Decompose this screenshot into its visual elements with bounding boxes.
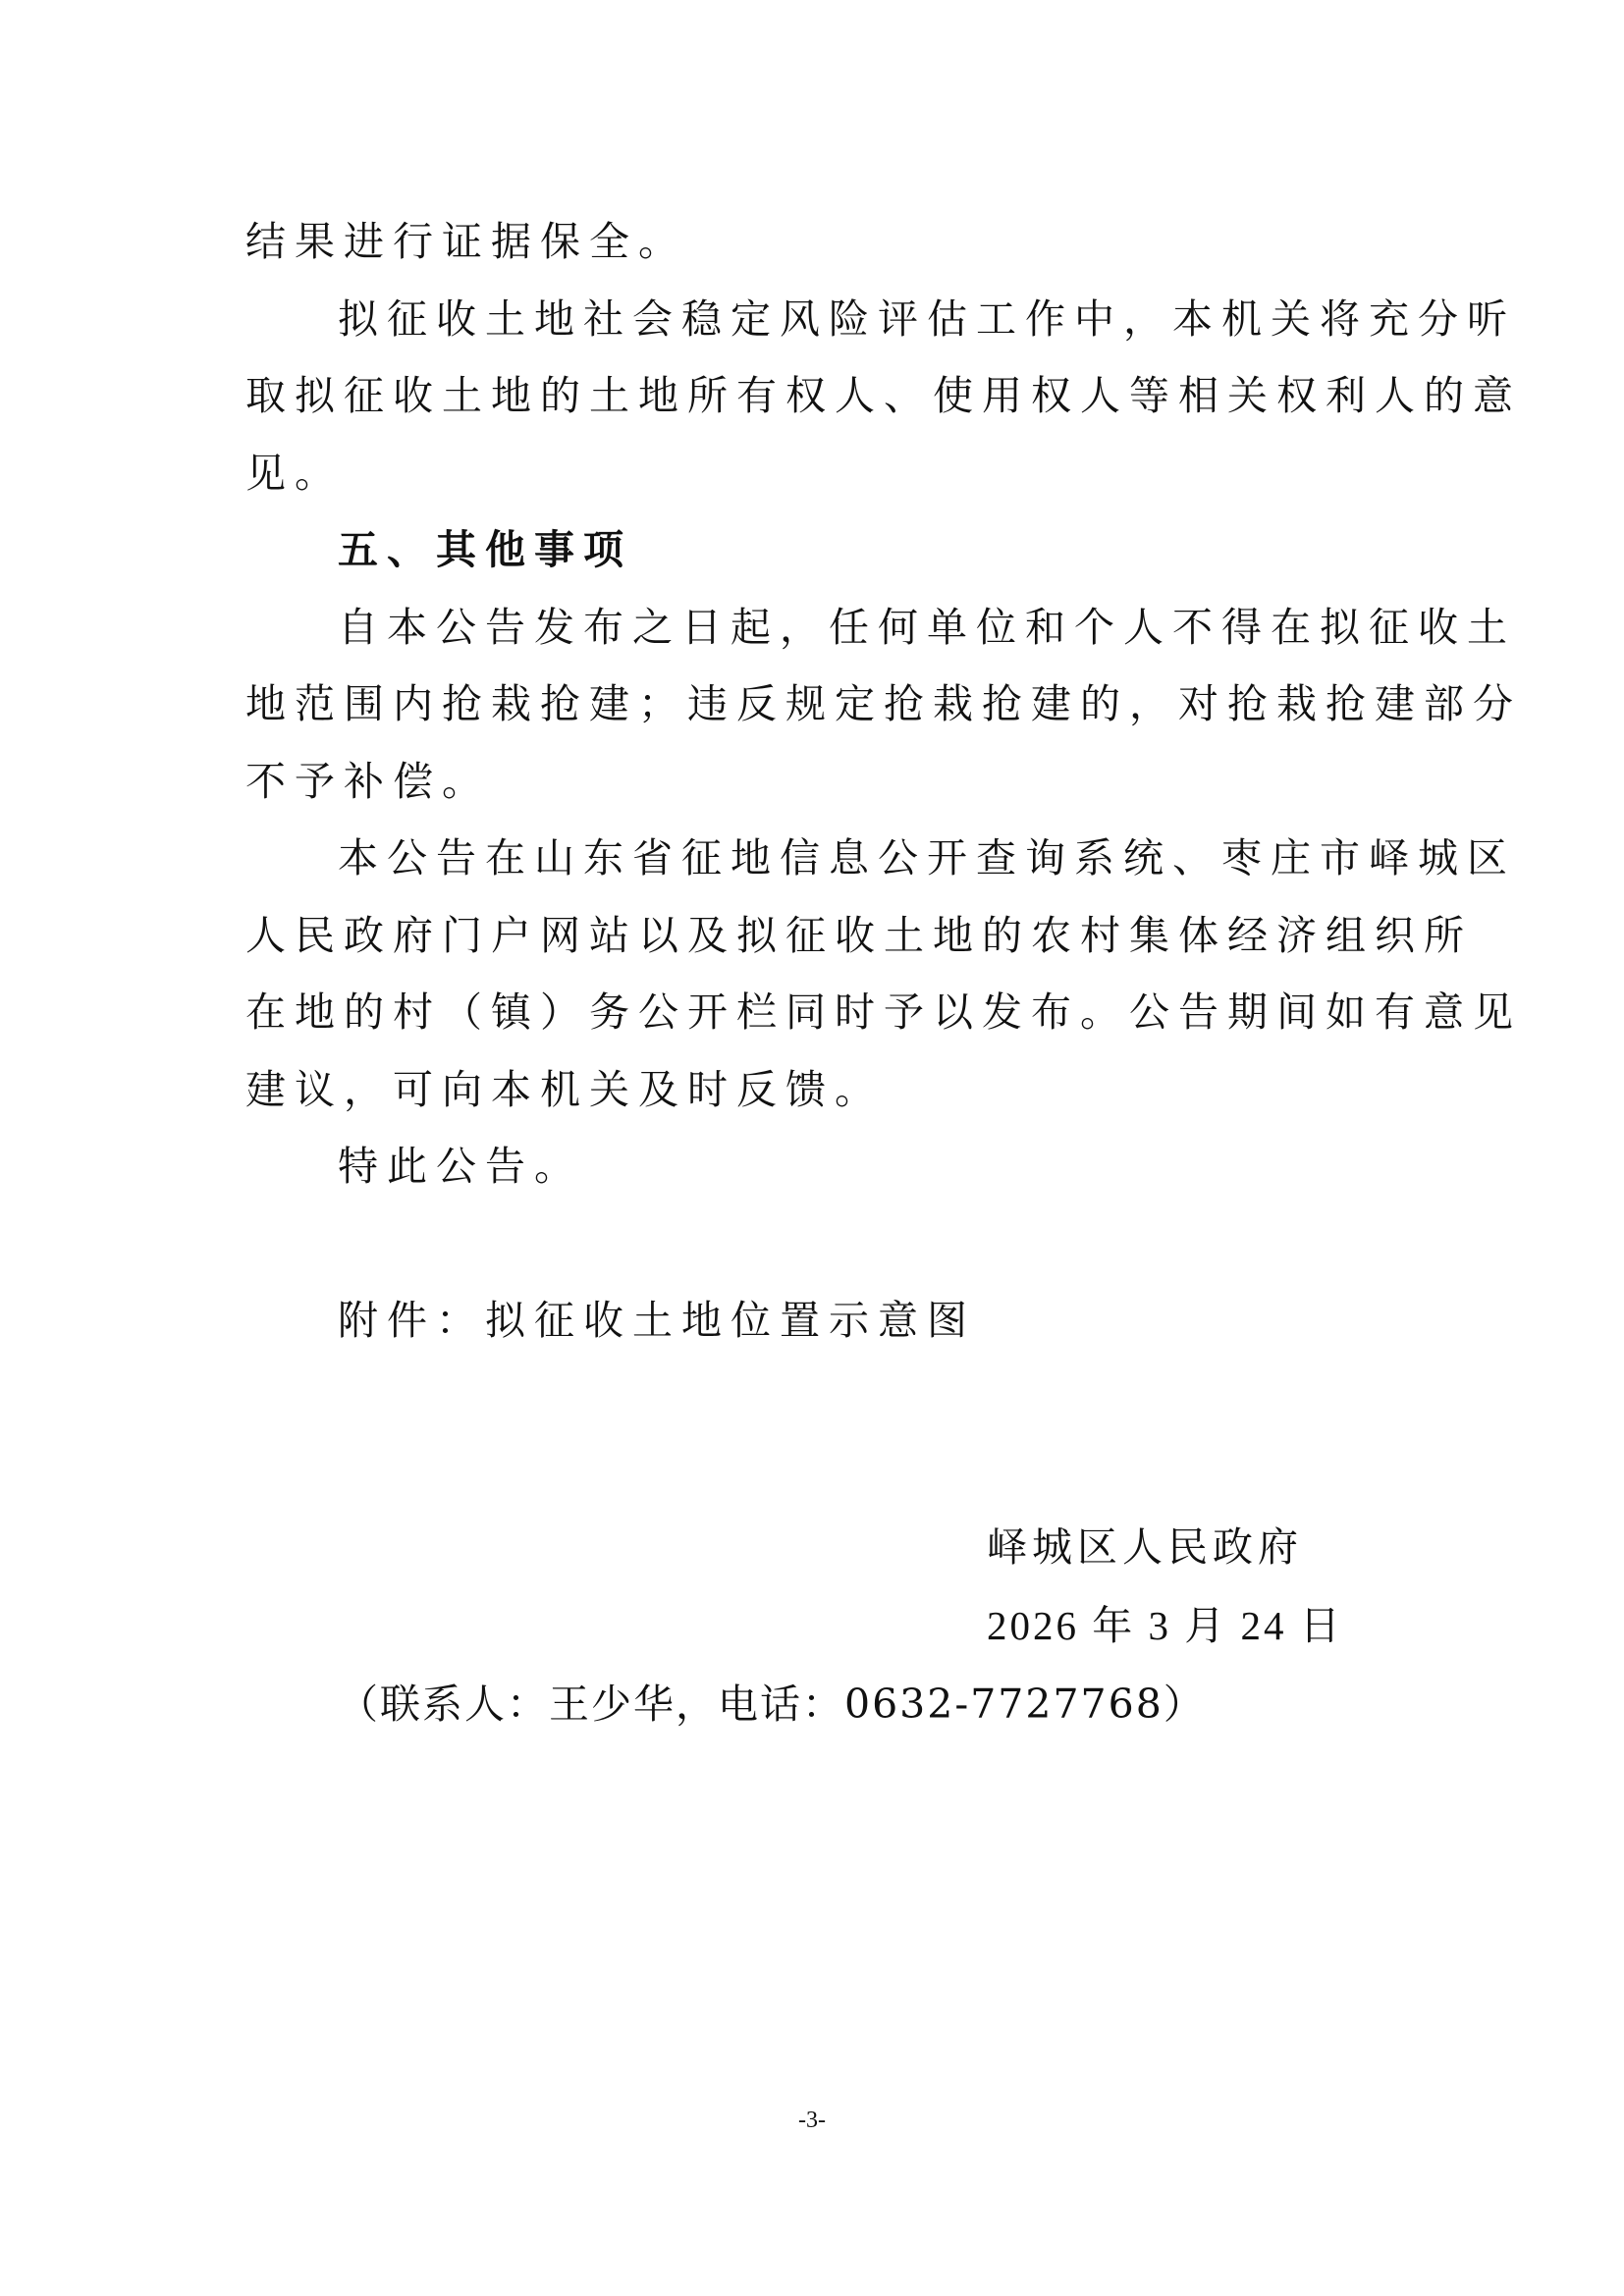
paragraph-line: 拟征收土地社会稳定风险评估工作中，本机关将充分听 xyxy=(338,294,1516,343)
paragraph-line: 人民政府门户网站以及拟征收土地的农村集体经济组织所 xyxy=(245,911,1473,959)
paragraph-line: 建议，可向本机关及时反馈。 xyxy=(245,1065,884,1113)
attachment-line: 附件：拟征收土地位置示意图 xyxy=(338,1297,976,1344)
paragraph-line: 见。 xyxy=(245,449,344,497)
document-body xyxy=(245,203,1522,1360)
spacer xyxy=(245,1205,1384,1283)
section-heading: 五、其他事项 xyxy=(338,526,632,573)
paragraph-line: 不予补偿。 xyxy=(245,757,491,805)
paragraph-line: 结果进行证据保全。 xyxy=(245,218,687,265)
paragraph-line: 本公告在山东省征地信息公开查询系统、枣庄市峄城区 xyxy=(338,834,1516,881)
paragraph-line: 在地的村（镇）务公开栏同时予以发布。公告期间如有意见 xyxy=(245,988,1522,1036)
paragraph-line: 地范围内抢栽抢建；违反规定抢栽抢建的，对抢栽抢建部分 xyxy=(245,680,1522,727)
issue-date: 2026 年 3 月 24 日 xyxy=(987,1603,1343,1648)
paragraph-line: 取拟征收土地的土地所有权人、使用权人等相关权利人的意 xyxy=(245,372,1522,419)
page-number: -3- xyxy=(798,2108,826,2133)
issuer-signature: 峄城区人民政府 xyxy=(987,1523,1303,1571)
paragraph-line: 自本公告发布之日起，任何单位和个人不得在拟征收土 xyxy=(338,603,1516,651)
closing-line: 特此公告。 xyxy=(338,1143,583,1190)
contact-info: （联系人：王少华，电话：0632-7727768） xyxy=(338,1681,1206,1728)
